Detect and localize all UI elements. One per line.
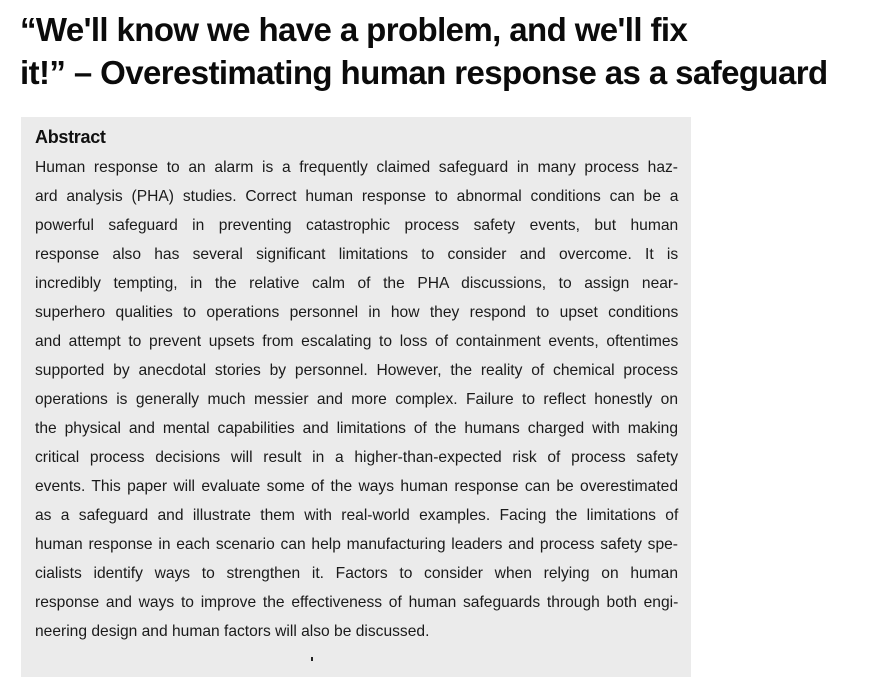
abstract-line: the physical and mental capabilities and limitations of the humans charged with making <box>35 420 678 437</box>
title-line-1: “We'll know we have a problem, and we'll fix <box>20 11 688 48</box>
abstract-body <box>35 153 678 646</box>
abstract-line: response and ways to improve the effectiveness of human safeguards through both engi- <box>35 594 679 611</box>
abstract-line: ard analysis (PHA) studies. Correct human response to abnormal conditions can be a <box>35 188 679 205</box>
abstract-line: superhero qualities to operations personnel in how they respond to upset conditions <box>35 304 679 321</box>
abstract-line: human response in each scenario can help manufacturing leaders and process safety spe- <box>35 536 678 553</box>
abstract-line: critical process decisions will result in a higher-than-expected risk of process safety <box>35 449 678 466</box>
abstract-heading: Abstract <box>35 127 106 147</box>
abstract-line: supported by anecdotal stories by personnel. However, the reality of chemical process <box>35 362 678 379</box>
abstract-line: and attempt to prevent upsets from escalating to loss of containment events, oftentimes <box>35 333 679 350</box>
title-line-2: it!” – Overestimating human response as a safeguard <box>20 54 828 91</box>
abstract-line: Human response to an alarm is a frequently claimed safeguard in many process haz- <box>35 159 678 176</box>
abstract-line: powerful safeguard in preventing catastrophic process safety events, but human <box>35 217 679 234</box>
abstract-line: as a safeguard and illustrate them with real-world examples. Facing the limitations of <box>35 507 679 524</box>
abstract-line: cialists identify ways to strengthen it. Factors to consider when relying on human <box>35 565 678 582</box>
abstract-line: operations is generally much messier and more complex. Failure to reflect honestly on <box>35 391 678 408</box>
cutoff-text-fragment <box>311 657 313 661</box>
abstract-line: neering design and human factors will also be discussed. <box>35 623 430 640</box>
paper-title <box>20 8 828 94</box>
abstract-box <box>21 117 691 677</box>
abstract-line: response also has several significant limitations to consider and overcome. It is <box>35 246 679 263</box>
abstract-line: incredibly tempting, in the relative calm of the PHA discussions, to assign near- <box>35 275 679 292</box>
abstract-line: events. This paper will evaluate some of the ways human response can be overestimated <box>35 478 678 495</box>
